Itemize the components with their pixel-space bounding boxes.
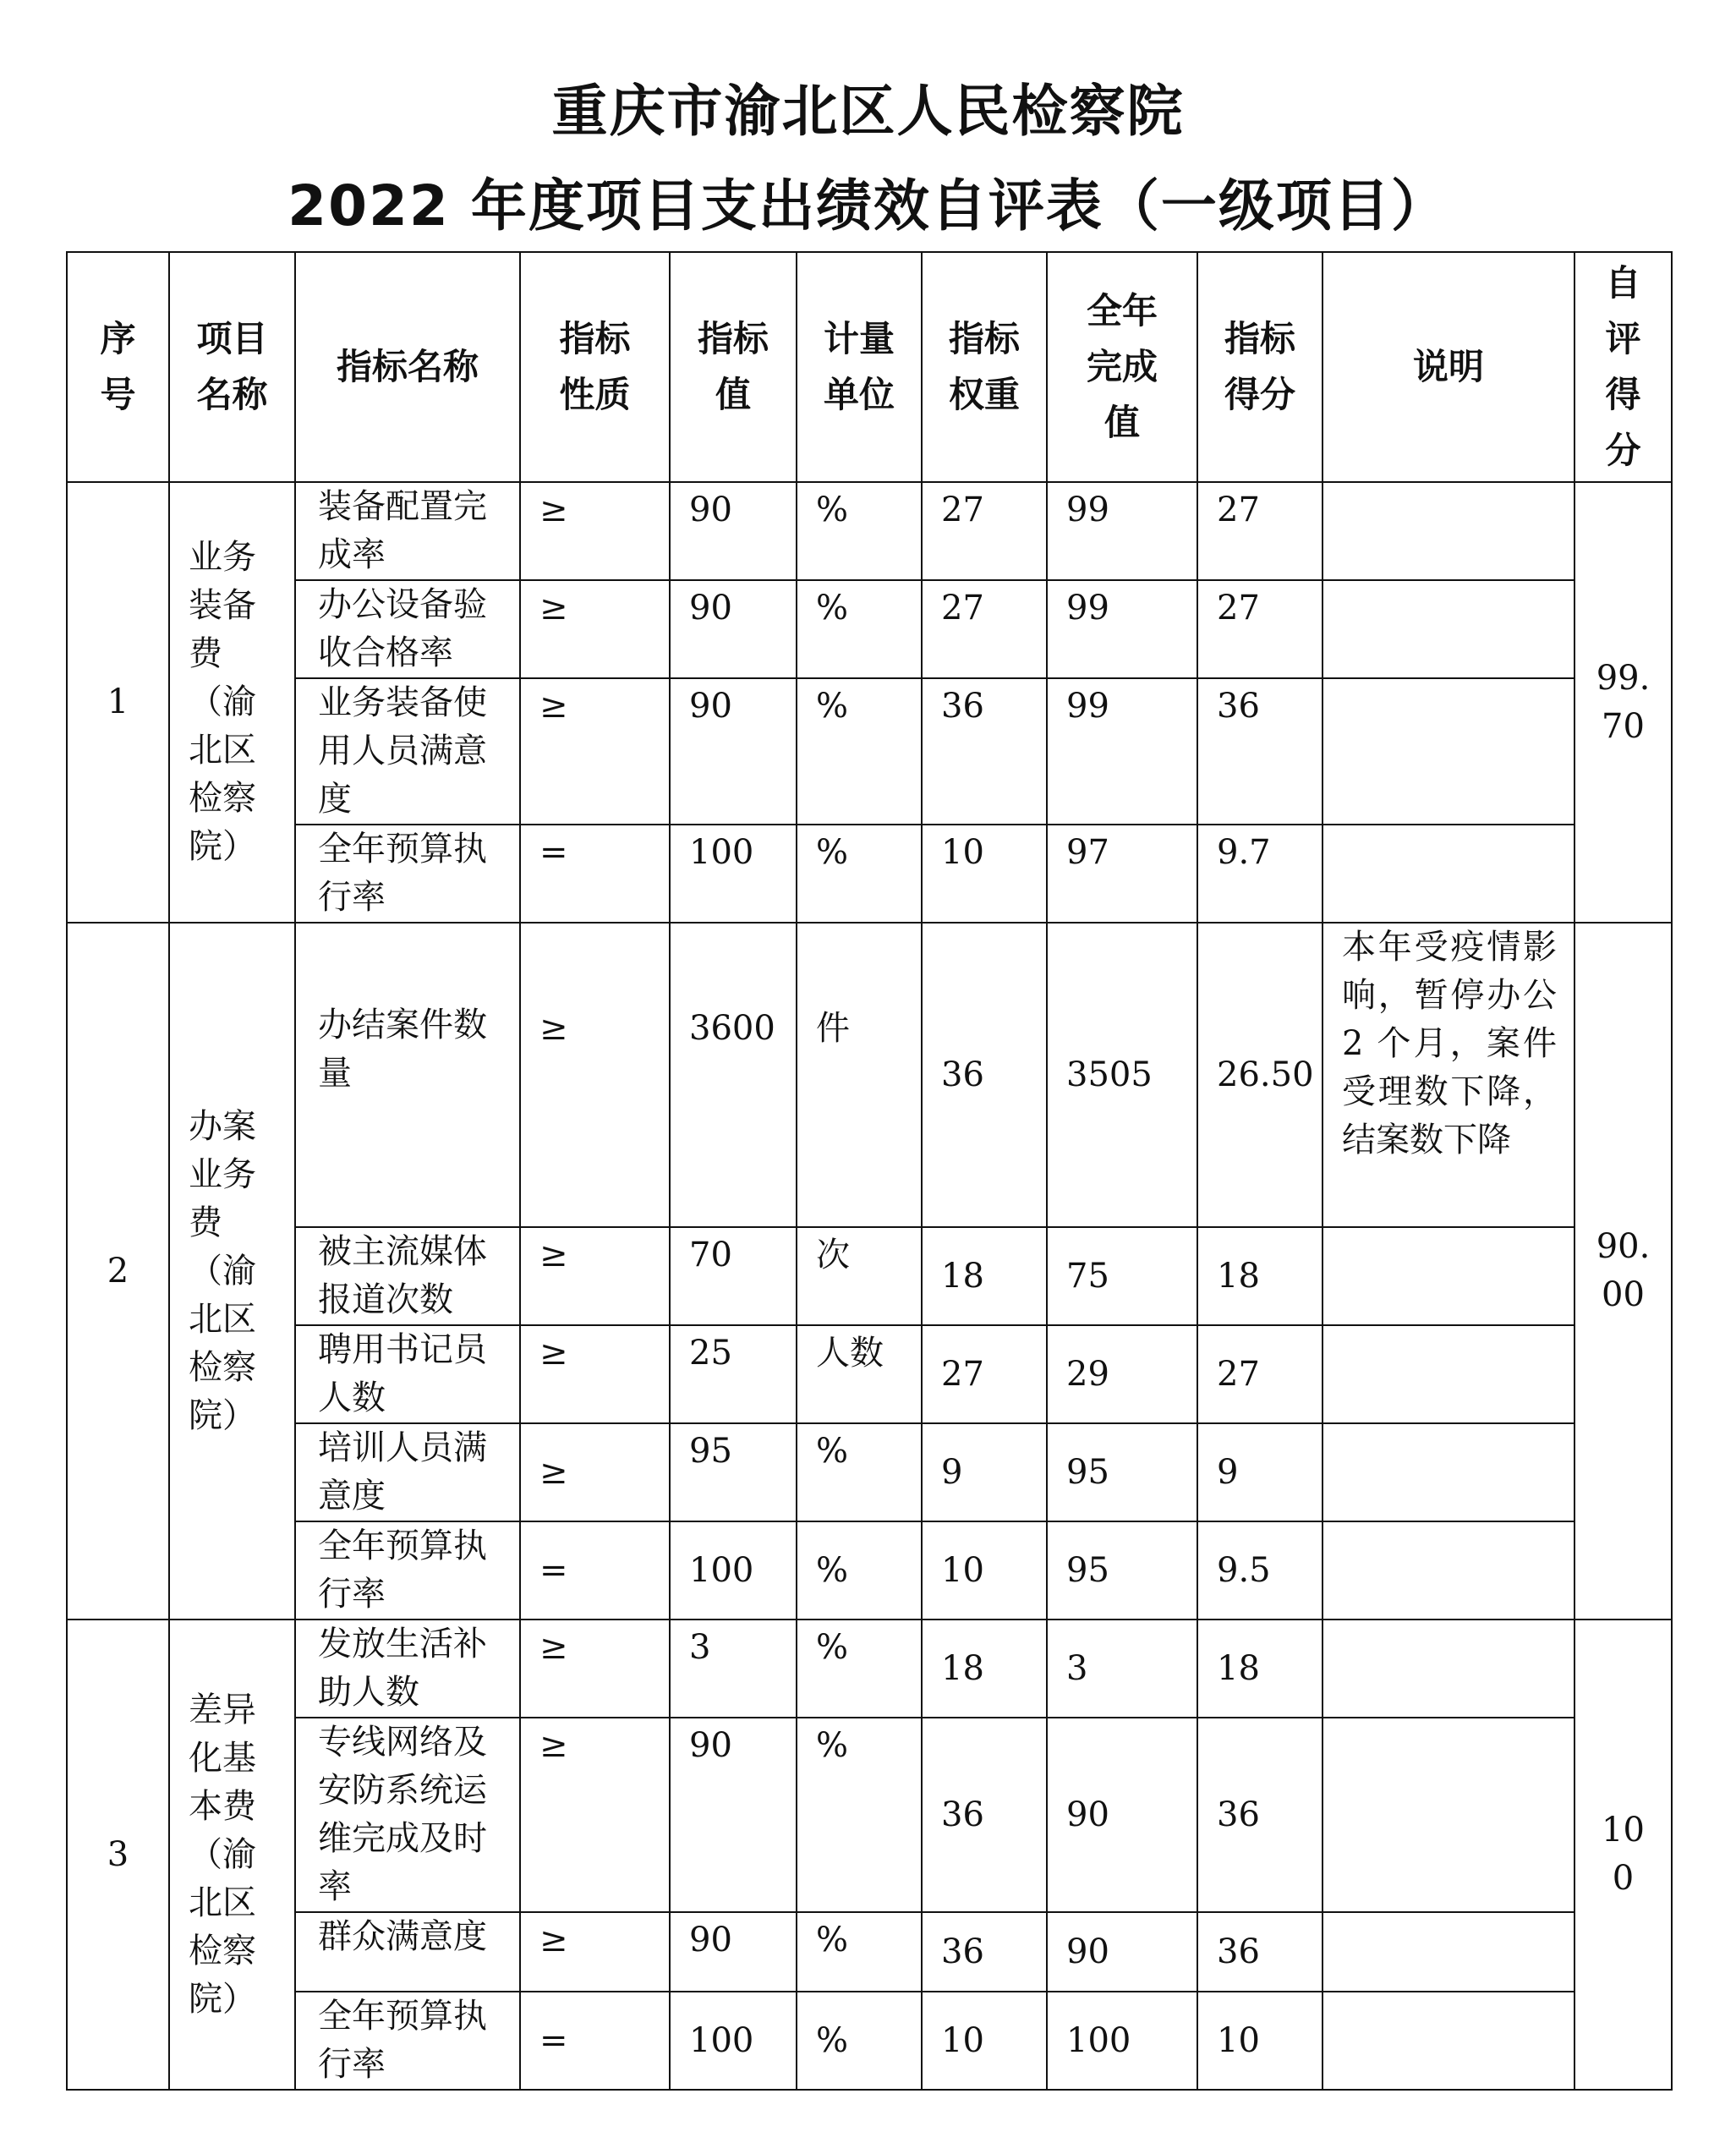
header-nature: 指标性质 xyxy=(520,252,670,482)
table-row xyxy=(67,1620,1672,1718)
unit-cell: % xyxy=(797,1521,922,1620)
score-cell: 27 xyxy=(1197,482,1323,580)
nature-cell: ≥ xyxy=(520,1325,670,1423)
weight-cell: 36 xyxy=(922,1718,1047,1912)
unit-cell: % xyxy=(797,1718,922,1912)
nature-cell: ≥ xyxy=(520,1423,670,1521)
weight-cell: 10 xyxy=(922,825,1047,923)
seq-cell: 3 xyxy=(67,1620,169,2090)
weight-cell: 27 xyxy=(922,1325,1047,1423)
self-score-cell: 99.70 xyxy=(1574,482,1672,923)
note-cell xyxy=(1323,1992,1574,2090)
header-project-name: 项目名称 xyxy=(169,252,295,482)
indicator-name-cell: 聘用书记员人数 xyxy=(295,1325,520,1423)
actual-cell: 90 xyxy=(1047,1912,1197,1992)
table-row xyxy=(67,1718,1672,1912)
indicator-name-cell: 全年预算执行率 xyxy=(295,1521,520,1620)
score-cell: 27 xyxy=(1197,1325,1323,1423)
actual-cell: 3505 xyxy=(1047,923,1197,1227)
score-cell: 10 xyxy=(1197,1992,1323,2090)
performance-table xyxy=(66,251,1673,2091)
nature-cell: ≥ xyxy=(520,1620,670,1718)
weight-cell: 27 xyxy=(922,482,1047,580)
target-cell: 3 xyxy=(670,1620,797,1718)
score-cell: 27 xyxy=(1197,580,1323,678)
unit-cell: % xyxy=(797,825,922,923)
table-row xyxy=(67,678,1672,825)
nature-cell: ≥ xyxy=(520,1718,670,1912)
weight-cell: 36 xyxy=(922,678,1047,825)
note-cell xyxy=(1323,1521,1574,1620)
unit-cell: % xyxy=(797,1912,922,1992)
header-weight: 指标权重 xyxy=(922,252,1047,482)
unit-cell: % xyxy=(797,1620,922,1718)
unit-cell: 件 xyxy=(797,923,922,1227)
nature-cell: ≥ xyxy=(520,580,670,678)
indicator-name-cell: 全年预算执行率 xyxy=(295,1992,520,2090)
actual-cell: 100 xyxy=(1047,1992,1197,2090)
target-cell: 90 xyxy=(670,1912,797,1992)
weight-cell: 18 xyxy=(922,1227,1047,1325)
actual-cell: 3 xyxy=(1047,1620,1197,1718)
note-cell: 本年受疫情影响，暂停办公 2 个月，案件受理数下降，结案数下降 xyxy=(1323,923,1574,1227)
header-score: 指标得分 xyxy=(1197,252,1323,482)
page-title-line1: 重庆市渝北区人民检察院 xyxy=(551,79,1185,144)
header-unit: 计量单位 xyxy=(797,252,922,482)
table-row xyxy=(67,923,1672,1227)
target-cell: 90 xyxy=(670,580,797,678)
nature-cell: ≥ xyxy=(520,923,670,1227)
header-note: 说明 xyxy=(1323,252,1574,482)
weight-cell: 9 xyxy=(922,1423,1047,1521)
score-cell: 36 xyxy=(1197,1912,1323,1992)
target-cell: 25 xyxy=(670,1325,797,1423)
actual-cell: 75 xyxy=(1047,1227,1197,1325)
seq-cell: 2 xyxy=(67,923,169,1620)
unit-cell: % xyxy=(797,678,922,825)
target-cell: 100 xyxy=(670,1521,797,1620)
indicator-name-cell: 办结案件数量 xyxy=(295,923,520,1227)
note-cell xyxy=(1323,580,1574,678)
weight-cell: 27 xyxy=(922,580,1047,678)
unit-cell: % xyxy=(797,580,922,678)
table-row xyxy=(67,1992,1672,2090)
score-cell: 26.50 xyxy=(1197,923,1323,1227)
weight-cell: 36 xyxy=(922,1912,1047,1992)
table-row xyxy=(67,825,1672,923)
note-cell xyxy=(1323,1227,1574,1325)
target-cell: 90 xyxy=(670,482,797,580)
note-cell xyxy=(1323,482,1574,580)
table-row xyxy=(67,1227,1672,1325)
indicator-name-cell: 发放生活补助人数 xyxy=(295,1620,520,1718)
header-self-score: 自评得分 xyxy=(1574,252,1672,482)
unit-cell: % xyxy=(797,1992,922,2090)
note-cell xyxy=(1323,678,1574,825)
target-cell: 100 xyxy=(670,1992,797,2090)
target-cell: 3600 xyxy=(670,923,797,1227)
actual-cell: 99 xyxy=(1047,482,1197,580)
project-name-cell: 差异化基本费（渝北区检察院） xyxy=(169,1620,295,2090)
table-row xyxy=(67,1912,1672,1992)
target-cell: 90 xyxy=(670,1718,797,1912)
note-cell xyxy=(1323,1718,1574,1912)
weight-cell: 18 xyxy=(922,1620,1047,1718)
score-cell: 9 xyxy=(1197,1423,1323,1521)
header-row xyxy=(67,252,1672,482)
note-cell xyxy=(1323,1912,1574,1992)
score-cell: 9.5 xyxy=(1197,1521,1323,1620)
actual-cell: 95 xyxy=(1047,1521,1197,1620)
unit-cell: % xyxy=(797,1423,922,1521)
weight-cell: 10 xyxy=(922,1992,1047,2090)
indicator-name-cell: 培训人员满意度 xyxy=(295,1423,520,1521)
project-name-cell: 办案业务费（渝北区检察院） xyxy=(169,923,295,1620)
nature-cell: ≥ xyxy=(520,1227,670,1325)
table-row xyxy=(67,1521,1672,1620)
header-target: 指标值 xyxy=(670,252,797,482)
indicator-name-cell: 被主流媒体报道次数 xyxy=(295,1227,520,1325)
score-cell: 18 xyxy=(1197,1620,1323,1718)
project-name-cell: 业务装备费（渝北区检察院） xyxy=(169,482,295,923)
self-score-cell: 90.00 xyxy=(1574,923,1672,1620)
target-cell: 70 xyxy=(670,1227,797,1325)
weight-cell: 10 xyxy=(922,1521,1047,1620)
table-row xyxy=(67,580,1672,678)
page-title-line2: 2022 年度项目支出绩效自评表（一级项目） xyxy=(288,173,1448,238)
header-indicator-name: 指标名称 xyxy=(295,252,520,482)
score-cell: 36 xyxy=(1197,1718,1323,1912)
nature-cell: ≥ xyxy=(520,482,670,580)
indicator-name-cell: 业务装备使用人员满意度 xyxy=(295,678,520,825)
self-score-cell: 100 xyxy=(1574,1620,1672,2090)
note-cell xyxy=(1323,1620,1574,1718)
score-cell: 36 xyxy=(1197,678,1323,825)
nature-cell: ≥ xyxy=(520,1912,670,1992)
unit-cell: 人数 xyxy=(797,1325,922,1423)
actual-cell: 95 xyxy=(1047,1423,1197,1521)
score-cell: 9.7 xyxy=(1197,825,1323,923)
indicator-name-cell: 办公设备验收合格率 xyxy=(295,580,520,678)
note-cell xyxy=(1323,1423,1574,1521)
actual-cell: 97 xyxy=(1047,825,1197,923)
table-row xyxy=(67,1423,1672,1521)
nature-cell: = xyxy=(520,1992,670,2090)
actual-cell: 99 xyxy=(1047,580,1197,678)
table-row xyxy=(67,1325,1672,1423)
unit-cell: % xyxy=(797,482,922,580)
target-cell: 95 xyxy=(670,1423,797,1521)
indicator-name-cell: 全年预算执行率 xyxy=(295,825,520,923)
nature-cell: ≥ xyxy=(520,678,670,825)
weight-cell: 36 xyxy=(922,923,1047,1227)
seq-cell: 1 xyxy=(67,482,169,923)
actual-cell: 29 xyxy=(1047,1325,1197,1423)
header-actual: 全年完成值 xyxy=(1047,252,1197,482)
indicator-name-cell: 群众满意度 xyxy=(295,1912,520,1992)
target-cell: 90 xyxy=(670,678,797,825)
unit-cell: 次 xyxy=(797,1227,922,1325)
target-cell: 100 xyxy=(670,825,797,923)
header-seq: 序号 xyxy=(67,252,169,482)
note-cell xyxy=(1323,825,1574,923)
nature-cell: = xyxy=(520,825,670,923)
note-cell xyxy=(1323,1325,1574,1423)
nature-cell: = xyxy=(520,1521,670,1620)
actual-cell: 99 xyxy=(1047,678,1197,825)
score-cell: 18 xyxy=(1197,1227,1323,1325)
actual-cell: 90 xyxy=(1047,1718,1197,1912)
indicator-name-cell: 专线网络及安防系统运维完成及时率 xyxy=(295,1718,520,1912)
table-row xyxy=(67,482,1672,580)
indicator-name-cell: 装备配置完成率 xyxy=(295,482,520,580)
